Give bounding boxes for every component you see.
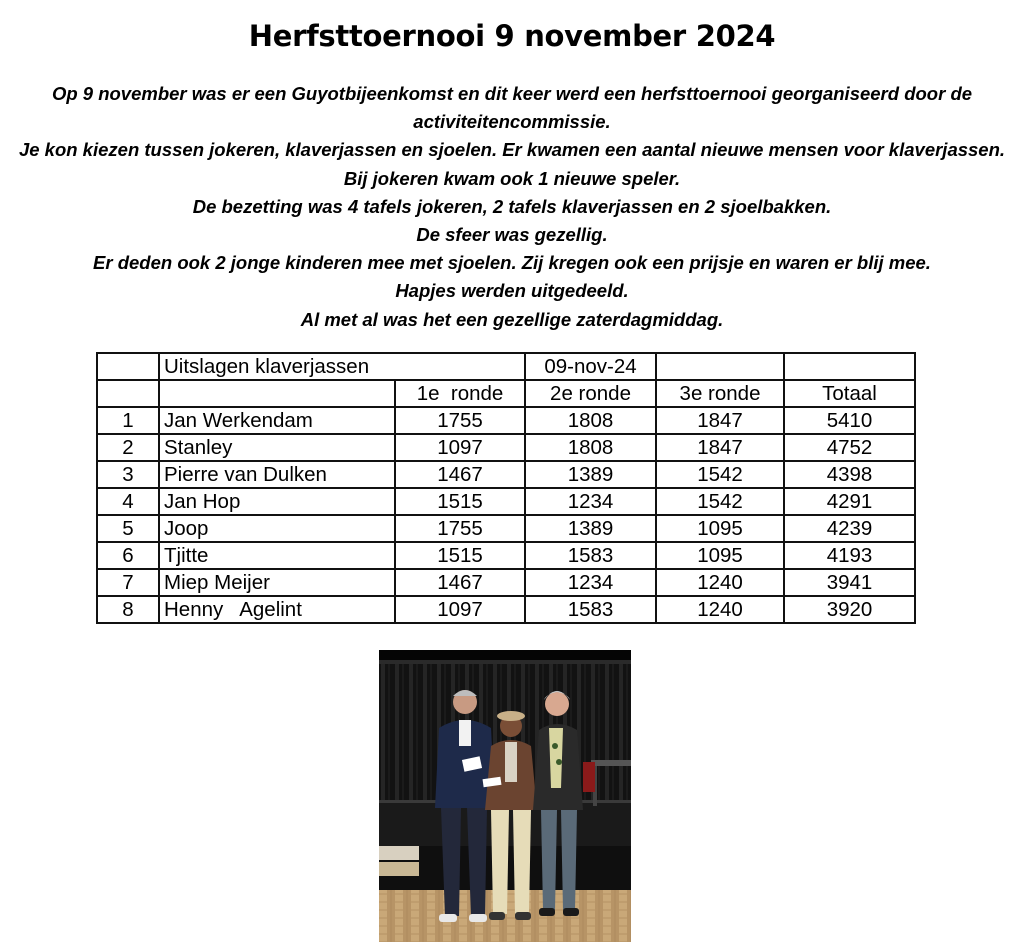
table-row [97, 515, 915, 542]
round-2-score-cell: 1808 [525, 407, 656, 434]
intro-paragraph: Op 9 november was er een Guyotbijeenkomst en dit keer werd een herfsttoernooi georganiseerd door de activiteitencommissie. [51, 83, 973, 133]
player-name-cell: Henny Agelint [159, 596, 395, 623]
rank-cell: 7 [97, 569, 159, 596]
total-score-cell: 3920 [784, 596, 915, 623]
header-total: Totaal [784, 380, 915, 407]
table-row [97, 407, 915, 434]
table-caption: Uitslagen klaverjassen [159, 353, 525, 380]
round-1-score-cell: 1467 [395, 461, 525, 488]
table-row [97, 488, 915, 515]
header-round-3: 3e ronde [656, 380, 784, 407]
rank-cell: 2 [97, 434, 159, 461]
round-2-score-cell: 1583 [525, 596, 656, 623]
table-cell-empty [159, 380, 395, 407]
round-1-score-cell: 1097 [395, 596, 525, 623]
rank-cell: 3 [97, 461, 159, 488]
intro-paragraph: Je kon kiezen tussen jokeren, klaverjassen en sjoelen. Er kwamen een aantal nieuwe mensen voor klaverjassen. Bij jokeren kwam ook 1 nieuwe speler. [18, 139, 1006, 189]
rank-cell: 6 [97, 542, 159, 569]
table-date: 09-nov-24 [525, 353, 656, 380]
result-rows [97, 407, 915, 623]
intro-paragraph: De bezetting was 4 tafels jokeren, 2 tafels klaverjassen en 2 sjoelbakken. [192, 195, 832, 217]
total-score-cell: 4239 [784, 515, 915, 542]
results-table [96, 352, 916, 624]
total-score-cell: 4291 [784, 488, 915, 515]
rank-cell: 4 [97, 488, 159, 515]
round-1-score-cell: 1755 [395, 515, 525, 542]
table-row [97, 596, 915, 623]
player-name-cell: Tjitte [159, 542, 395, 569]
rank-cell: 5 [97, 515, 159, 542]
player-name-cell: Jan Hop [159, 488, 395, 515]
player-name-cell: Stanley [159, 434, 395, 461]
round-2-score-cell: 1234 [525, 488, 656, 515]
total-score-cell: 4752 [784, 434, 915, 461]
rank-cell: 1 [97, 407, 159, 434]
round-3-score-cell: 1240 [656, 569, 784, 596]
player-name-cell: Pierre van Dulken [159, 461, 395, 488]
group-photo [379, 650, 631, 942]
table-header-row [97, 380, 915, 407]
round-3-score-cell: 1095 [656, 515, 784, 542]
round-1-score-cell: 1755 [395, 407, 525, 434]
round-3-score-cell: 1095 [656, 542, 784, 569]
player-name-cell: Joop [159, 515, 395, 542]
round-3-score-cell: 1542 [656, 461, 784, 488]
table-row [97, 461, 915, 488]
round-2-score-cell: 1389 [525, 515, 656, 542]
intro-paragraph: Hapjes werden uitgedeeld. [395, 280, 629, 302]
intro-paragraph: De sfeer was gezellig. [416, 224, 608, 246]
intro-text [0, 80, 1024, 334]
table-cell-empty [97, 380, 159, 407]
total-score-cell: 4193 [784, 542, 915, 569]
round-3-score-cell: 1847 [656, 407, 784, 434]
round-2-score-cell: 1389 [525, 461, 656, 488]
table-row [97, 434, 915, 461]
table-row [97, 542, 915, 569]
header-round-1: 1e ronde [395, 380, 525, 407]
rank-cell: 8 [97, 596, 159, 623]
total-score-cell: 3941 [784, 569, 915, 596]
round-3-score-cell: 1847 [656, 434, 784, 461]
page-title: Herfsttoernooi 9 november 2024 [248, 19, 776, 53]
round-2-score-cell: 1808 [525, 434, 656, 461]
round-3-score-cell: 1240 [656, 596, 784, 623]
player-name-cell: Miep Meijer [159, 569, 395, 596]
table-caption-row [97, 353, 915, 380]
table-cell-empty [656, 353, 784, 380]
round-3-score-cell: 1542 [656, 488, 784, 515]
intro-paragraph: Er deden ook 2 jonge kinderen mee met sjoelen. Zij kregen ook een prijsje en waren er blij mee. [93, 252, 931, 274]
round-1-score-cell: 1515 [395, 542, 525, 569]
header-round-2: 2e ronde [525, 380, 656, 407]
player-name-cell: Jan Werkendam [159, 407, 395, 434]
intro-paragraph: Al met al was het een gezellige zaterdagmiddag. [300, 308, 724, 330]
round-1-score-cell: 1467 [395, 569, 525, 596]
round-1-score-cell: 1097 [395, 434, 525, 461]
table-cell-empty [97, 353, 159, 380]
total-score-cell: 4398 [784, 461, 915, 488]
table-row [97, 569, 915, 596]
round-1-score-cell: 1515 [395, 488, 525, 515]
total-score-cell: 5410 [784, 407, 915, 434]
round-2-score-cell: 1583 [525, 542, 656, 569]
round-2-score-cell: 1234 [525, 569, 656, 596]
table-cell-empty [784, 353, 915, 380]
